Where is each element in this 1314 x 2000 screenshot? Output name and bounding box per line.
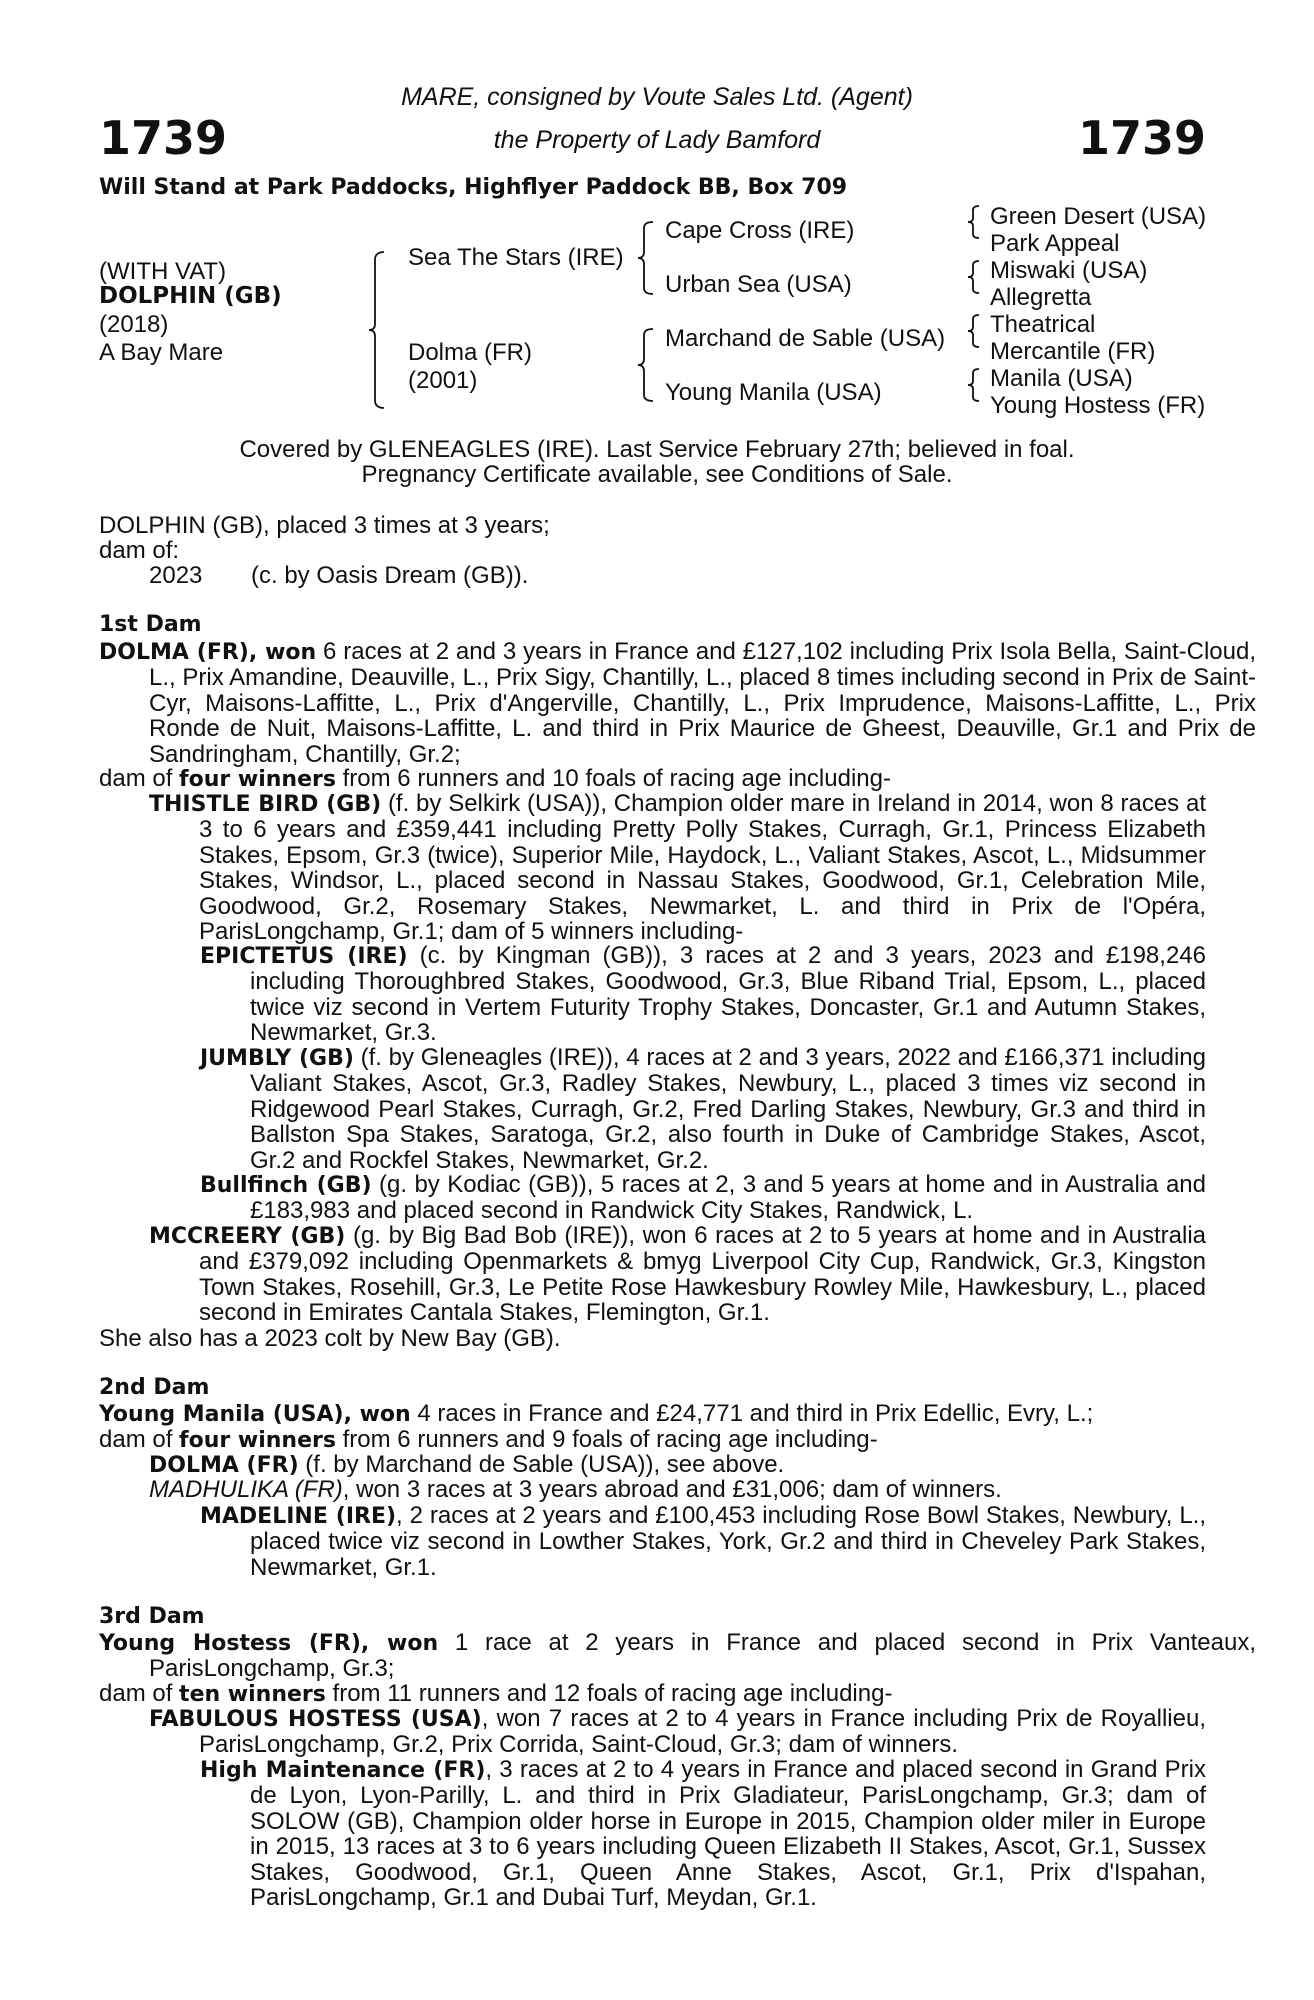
- progeny-madeline: [200, 1503, 1206, 1580]
- pedigree-bracket-sire: [641, 220, 661, 296]
- progeny-mccreery: [149, 1223, 1206, 1326]
- dam-of-suffix: from 6 runners and 9 foals of racing age including-: [335, 1426, 878, 1453]
- pedigree-bracket-main: [372, 250, 392, 410]
- dam-of-suffix: from 6 runners and 10 foals of racing age including-: [335, 765, 891, 792]
- second-dam-name: Young Manila (USA), won: [99, 1402, 411, 1427]
- progeny-text: , won 3 races at 3 years abroad and £31,006; dam of winners.: [342, 1476, 1002, 1503]
- pedigree-bracket-dam: [641, 327, 661, 403]
- progeny-name: Bullfinch (GB): [200, 1173, 372, 1198]
- progeny-dolma: [149, 1452, 1206, 1478]
- progeny-fabulous-hostess: [149, 1706, 1206, 1758]
- vat-label: (WITH VAT): [99, 258, 227, 285]
- progeny-thistle-bird: [149, 791, 1206, 944]
- third-dam-progeny-summary: [99, 1681, 1206, 1707]
- pedigree-dam-sire: Marchand de Sable (USA): [665, 325, 946, 352]
- pedigree-dam-year: (2001): [408, 367, 478, 394]
- property-line: the Property of Lady Bamford: [493, 126, 821, 154]
- pedigree-bracket-g3c: [969, 313, 985, 349]
- progeny-name: THISTLE BIRD (GB): [149, 792, 382, 817]
- progeny-name: JUMBLY (GB): [200, 1046, 354, 1071]
- horse-description: A Bay Mare: [99, 339, 224, 366]
- progeny-text: (c. by Kingman (GB)), 3 races at 2 and 3 years, 2023 and £198,246 including Thoroughbred Stakes, Goodwood, Gr.3, Blue Riband Trial, Epsom, L., placed twice viz second in Vertem Futurity Trophy Stakes, Doncaster, Gr.1 and Autumn Stakes, Newmarket, Gr.3.: [250, 942, 1206, 1047]
- pedigree-g3-3: Miswaki (USA): [990, 257, 1148, 284]
- pedigree-sire: Sea The Stars (IRE): [408, 244, 624, 271]
- first-dam-also: She also has a 2023 colt by New Bay (GB).: [99, 1325, 561, 1352]
- lot-number-left: 1739: [99, 111, 228, 165]
- consignor-line: MARE, consigned by Voute Sales Ltd. (Agent): [401, 83, 913, 111]
- stand-location: Will Stand at Park Paddocks, Highflyer Paddock BB, Box 709: [99, 175, 848, 200]
- progeny-text: , won 7 races at 2 to 4 years in France including Prix de Royallieu, ParisLongchamp, Gr.2, Prix Corrida, Saint-Cloud, Gr.3; dam of winners.: [199, 1705, 1206, 1759]
- dam-of-prefix: dam of: [99, 1680, 180, 1707]
- pedigree-dam-dam: Young Manila (USA): [665, 379, 882, 406]
- pedigree-dam: Dolma (FR): [408, 339, 532, 366]
- pregnancy-notice: Pregnancy Certificate available, see Conditions of Sale.: [361, 461, 953, 488]
- first-dam-text: 6 races at 2 and 3 years in France and £127,102 including Prix Isola Bella, Saint-Cloud, L., Prix Amandine, Deauville, L., Prix Sigy, Chantilly, L., placed 8 times including second in Prix de Saint-Cyr, Maisons-Laffitte, L., Prix d'Angerville, Chantilly, L., Prix Imprudence, Maisons-Laffitte, L., Prix Ronde de Nuit, Maisons-Laffitte, L. and third in Prix Maurice de Gheest, Deauville, Gr.1 and Prix de Sandringham, Chantilly, Gr.2;: [149, 638, 1256, 768]
- pedigree-bracket-g3b: [969, 259, 985, 295]
- second-dam-heading: 2nd Dam: [99, 1375, 210, 1400]
- pedigree-g3-1: Green Desert (USA): [990, 203, 1207, 230]
- dam-of-winners: four winners: [179, 1428, 336, 1453]
- pedigree-g3-2: Park Appeal: [990, 230, 1120, 257]
- third-dam-entry: [99, 1630, 1256, 1682]
- progeny-name: MADELINE (IRE): [200, 1504, 397, 1529]
- progeny-epictetus: [200, 943, 1206, 1046]
- pedigree-sire-sire: Cape Cross (IRE): [665, 217, 855, 244]
- progeny-text: (f. by Marchand de Sable (USA)), see above.: [298, 1451, 785, 1478]
- covered-notice: Covered by GLENEAGLES (IRE). Last Service February 27th; believed in foal.: [239, 436, 1075, 463]
- pedigree-g3-8: Young Hostess (FR): [990, 392, 1206, 419]
- progeny-name: DOLMA (FR): [149, 1453, 299, 1478]
- progeny-jumbly: [200, 1045, 1206, 1173]
- first-dam-name: DOLMA (FR), won: [99, 640, 317, 665]
- progeny-madhulika: [149, 1477, 1206, 1502]
- pedigree-g3-6: Mercantile (FR): [990, 338, 1156, 365]
- dam-of-winners: ten winners: [179, 1682, 326, 1707]
- produce-foal-desc: (c. by Oasis Dream (GB)).: [251, 562, 529, 589]
- progeny-name: MADHULIKA (FR): [149, 1476, 343, 1503]
- progeny-text: (f. by Gleneagles (IRE)), 4 races at 2 and 3 years, 2022 and £166,371 including Valiant Stakes, Ascot, Gr.3, Radley Stakes, Newbury, L., placed 3 times viz second in Ridgewood Pearl Stakes, Curragh, Gr.2, Fred Darling Stakes, Newbury, Gr.3 and third in Ballston Spa Stakes, Saratoga, Gr.2, also fourth in Duke of Cambridge Stakes, Ascot, Gr.2 and Rockfel Stakes, Newmarket, Gr.2.: [250, 1044, 1206, 1174]
- first-dam-heading: 1st Dam: [99, 612, 202, 637]
- progeny-bullfinch: [200, 1172, 1206, 1224]
- first-dam-entry: [99, 639, 1256, 767]
- second-dam-progeny-summary: [99, 1427, 1206, 1453]
- horse-year: (2018): [99, 311, 169, 338]
- produce-line: DOLPHIN (GB), placed 3 times at 3 years;: [99, 512, 550, 539]
- pedigree-g3-7: Manila (USA): [990, 365, 1133, 392]
- progeny-name: High Maintenance (FR): [200, 1758, 486, 1783]
- pedigree-g3-5: Theatrical: [990, 311, 1096, 338]
- progeny-text: (g. by Big Bad Bob (IRE)), won 6 races at 2 to 5 years at home and in Australia and £379,092 including Openmarkets & bmyg Liverpool City Cup, Randwick, Gr.3, Kingston Town Stakes, Rosehill, Gr.3, Le Petite Rose Hawkesbury Rowley Mile, Hawkesbury, L., placed second in Emirates Cantala Stakes, Flemington, Gr.1.: [199, 1222, 1206, 1327]
- produce-dam-of: dam of:: [99, 537, 180, 564]
- dam-of-winners: four winners: [179, 767, 336, 792]
- progeny-text: , 3 races at 2 to 4 years in France and placed second in Grand Prix de Lyon, Lyon-Parilly, L. and third in Prix Gladiateur, ParisLongchamp, Gr.3; dam of SOLOW (GB), Champion older horse in Europe in 2015, Champion older miler in Europe in 2015, 13 races at 3 to 6 years including Queen Elizabeth II Stakes, Ascot, Gr.1, Sussex Stakes, Goodwood, Gr.1, Queen Anne Stakes, Ascot, Gr.1, Prix d'Ispahan, ParisLongchamp, Gr.1 and Dubai Turf, Meydan, Gr.1.: [250, 1756, 1206, 1912]
- third-dam-heading: 3rd Dam: [99, 1604, 205, 1629]
- progeny-high-maintenance: [200, 1757, 1206, 1910]
- progeny-text: (f. by Selkirk (USA)), Champion older mare in Ireland in 2014, won 8 races at 3 to 6 years and £359,441 including Pretty Polly Stakes, Curragh, Gr.1, Princess Elizabeth Stakes, Epsom, Gr.3 (twice), Superior Mile, Haydock, L., Valiant Stakes, Ascot, L., Midsummer Stakes, Windsor, L., placed second in Nassau Stakes, Goodwood, Gr.1, Celebration Mile, Goodwood, Gr.2, Rosemary Stakes, Newmarket, L. and third in Prix de l'Opéra, ParisLongchamp, Gr.1; dam of 5 winners including-: [199, 790, 1206, 946]
- progeny-text: (g. by Kodiac (GB)), 5 races at 2, 3 and 5 years at home and in Australia and £183,983 and placed second in Randwick City Stakes, Randwick, L.: [250, 1171, 1206, 1225]
- horse-name: DOLPHIN (GB): [99, 283, 282, 309]
- third-dam-name: Young Hostess (FR), won: [99, 1631, 439, 1656]
- progeny-name: MCCREERY (GB): [149, 1224, 346, 1249]
- pedigree-bracket-g3a: [969, 204, 985, 240]
- dam-of-prefix: dam of: [99, 765, 180, 792]
- progeny-name: EPICTETUS (IRE): [200, 944, 408, 969]
- first-dam-progeny-summary: [99, 766, 1206, 792]
- second-dam-entry: [99, 1401, 1256, 1427]
- lot-number-right: 1739: [1077, 111, 1206, 165]
- dam-of-prefix: dam of: [99, 1426, 180, 1453]
- progeny-name: FABULOUS HOSTESS (USA): [149, 1707, 482, 1732]
- second-dam-text: 4 races in France and £24,771 and third in Prix Edellic, Evry, L.;: [410, 1400, 1094, 1427]
- pedigree-bracket-g3d: [969, 367, 985, 403]
- pedigree-g3-4: Allegretta: [990, 284, 1092, 311]
- pedigree-sire-dam: Urban Sea (USA): [665, 271, 852, 298]
- produce-foal-year: 2023: [149, 562, 203, 589]
- third-dam-text: 1 race at 2 years in France and placed second in Prix Vanteaux, ParisLongchamp, Gr.3;: [149, 1629, 1257, 1683]
- dam-of-suffix: from 11 runners and 12 foals of racing age including-: [325, 1680, 893, 1707]
- progeny-text: , 2 races at 2 years and £100,453 including Rose Bowl Stakes, Newbury, L., placed twice viz second in Lowther Stakes, York, Gr.2 and third in Cheveley Park Stakes, Newmarket, Gr.1.: [250, 1502, 1206, 1581]
